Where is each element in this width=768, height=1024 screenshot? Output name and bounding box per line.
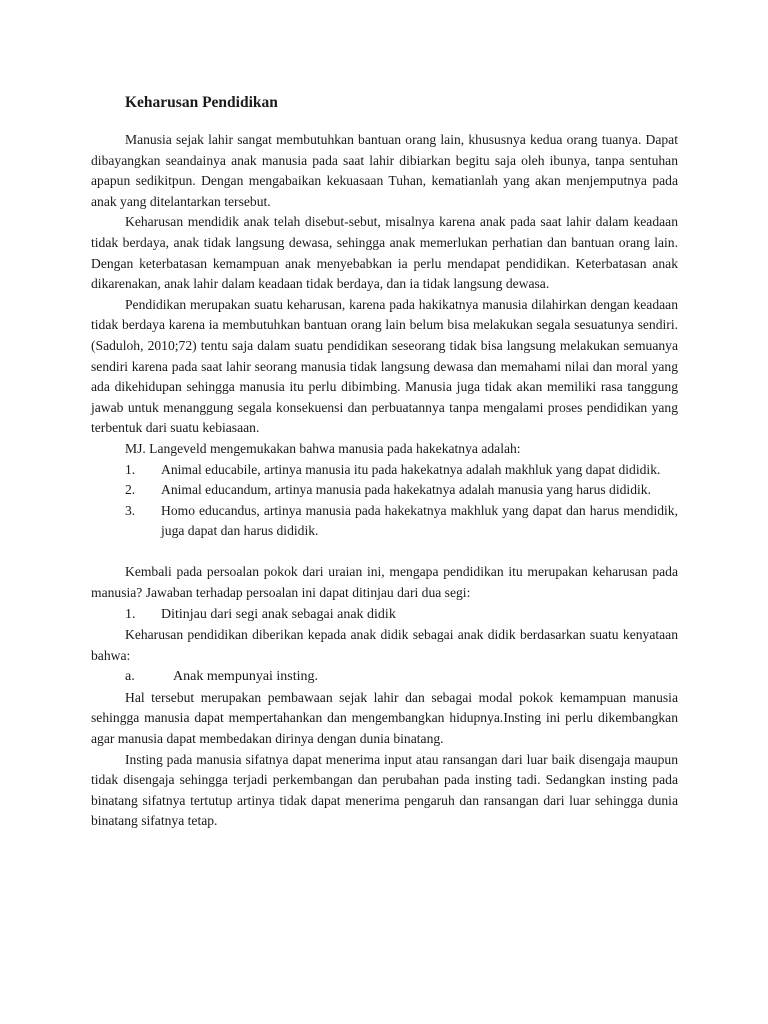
document-title: Keharusan Pendidikan xyxy=(125,94,278,111)
list-text: Animal educandum, artinya manusia pada hakekatnya adalah manusia yang harus dididik. xyxy=(161,482,651,498)
list-text: Anak mempunyai insting. xyxy=(173,669,319,685)
list-item-educabile xyxy=(91,460,678,481)
paragraph-insting-manusia: Insting pada manusia sifatnya dapat menerima input atau ransangan dari luar baik disengaja maupun tidak disengaja sehingga terjadi perkembangan dan perubahan pada insting tadi. Sedangkan insting pada binatang sifatnya tertutup artinya tidak dapat menerima pengaruh dan ransangan dari luar sehingga dunia binatang sifatnya tetap. xyxy=(91,751,678,829)
paragraph-keharusan-pendidikan: Keharusan pendidikan diberikan kepada anak didik sebagai anak didik berdasarkan suatu kenyataan bahwa: xyxy=(91,627,678,663)
paragraph-pendidikan-keharusan: Pendidikan merupakan suatu keharusan, karena pada hakikatnya manusia dilahirkan dengan keadaan tidak berdaya karena ia membutuhkan bantuan orang lain belum bisa melakukan segala sesuatunya sendiri. (Saduloh, 2010;72) tentu saja dalam suatu pendidikan seseorang tidak bisa langsung melakukan semuanya sendiri karena pada saat lahir seorang manusia tidak langsung dewasa dan memahami nilai dan moral yang ada dikehidupan sehingga manusia itu perlu dibimbing. Manusia juga tidak akan memiliki rasa tanggung jawab untuk menanggung segala konsekuensi dan perbuatannya tanpa mengalami proses pendidikan yang terbentuk dari suatu kebiasaan. xyxy=(91,296,678,436)
list-number: 2. xyxy=(125,482,136,498)
paragraph-manusia: Manusia sejak lahir sangat membutuhkan bantuan orang lain, khususnya kedua orang tuanya. Dapat dibayangkan seandainya anak manusia pada saat lahir dibiarkan begitu saja oleh ibunya, tanpa sentuhan apapun sedikitpun. Dengan mengabaikan kekuasaan Tuhan, kematianlah yang akan menjemputnya pada anak yang ditelantarkan tersebut. xyxy=(91,132,678,209)
document-body xyxy=(91,94,678,832)
paragraph-kembali: Kembali pada persoalan pokok dari uraian ini, mengapa pendidikan itu merupakan keharusan pada manusia? Jawaban terhadap persoalan ini dapat ditinjau dari dua segi: xyxy=(91,564,678,601)
paragraph-keharusan-mendidik: Keharusan mendidik anak telah disebut-sebut, misalnya karena anak pada saat lahir dalam keadaan tidak berdaya, anak tidak langsung dewasa, sehingga anak memerlukan perhatian dan bantuan orang lain. Dengan keterbatasan kemampuan anak menyebabkan ia perlu mendapat pendidikan. Keterbatasan anak dikarenakan, anak lahir dalam keadaan tidak berdaya, dan ia tidak langsung dewasa. xyxy=(91,214,678,292)
list-text: Animal educabile, artinya manusia itu pada hakekatnya adalah makhluk yang dapat dididik. xyxy=(161,461,661,477)
list-item-insting xyxy=(91,666,678,688)
list-letter: a. xyxy=(125,669,135,685)
list-number: 1. xyxy=(125,606,136,622)
list-number: 3. xyxy=(125,502,136,518)
list-text: Homo educandus, artinya manusia pada hakekatnya makhluk yang dapat dan harus mendidik, juga dapat dan harus dididik. xyxy=(161,502,678,539)
paragraph-langeveld: MJ. Langeveld mengemukakan bahwa manusia pada hakekatnya adalah: xyxy=(125,440,521,456)
list-item-segi-anak xyxy=(91,604,678,626)
list-item-educandum xyxy=(91,480,678,501)
paragraph-pembawaan: Hal tersebut merupakan pembawaan sejak lahir dan sebagai modal pokok kemampuan manusia sehingga manusia dapat mempertahankan dan mengembangkan hidupnya.Insting ini perlu dikembangkan agar manusia dapat membedakan dirinya dengan dunia binatang. xyxy=(91,689,678,747)
list-text: Ditinjau dari segi anak sebagai anak didik xyxy=(161,606,396,622)
blank-line xyxy=(91,542,678,563)
list-number: 1. xyxy=(125,461,136,477)
list-item-educandus xyxy=(91,501,678,542)
